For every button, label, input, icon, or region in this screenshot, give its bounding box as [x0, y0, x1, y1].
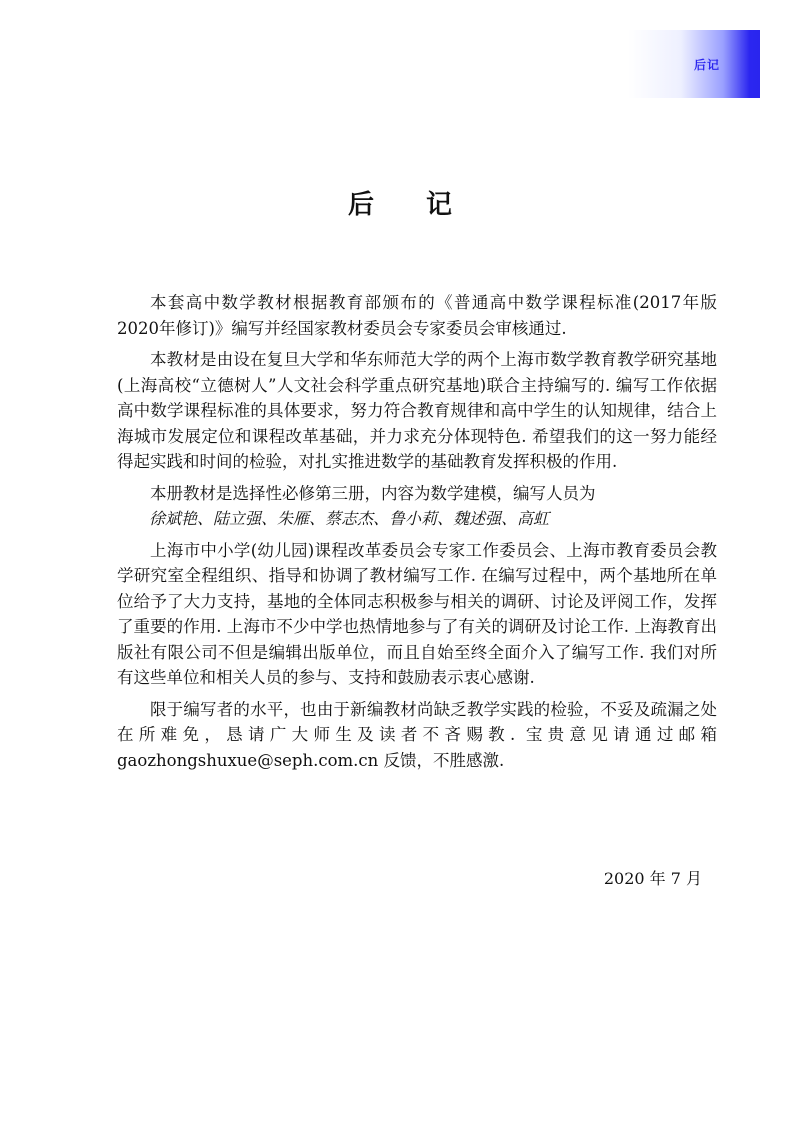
paragraph-1: 本套高中数学教材根据教育部颁布的《普通高中数学课程标准(2017年版2020年修订)》编写并经国家教材委员会专家委员会审核通过.: [117, 293, 717, 338]
author-list: 徐斌艳、陆立强、朱雁、蔡志杰、鲁小莉、魏述强、高虹: [149, 509, 550, 528]
chapter-header-tab: [628, 30, 760, 98]
chapter-header-inner: [640, 44, 746, 84]
afterword-body: [117, 290, 717, 773]
chapter-header-label: 后记: [694, 57, 721, 72]
paragraph-4: 上海市中小学(幼儿园)课程改革委员会专家工作委员会、上海市教育委员会教学研究室全程组织、指导和协调了教材编写工作. 在编写过程中，两个基地所在单位给予了大力支持，基地的全体同志积极参与相关的调研、讨论及评阅工作，发挥了重要的作用. 上海市不少中学也热情地参与了有关的调研及讨论工作. 上海教育出版社有限公司不但是编辑出版单位，而且自始至终全面介入了编写工作. 我们对所有这些单位和相关人员的参与、支持和鼓励表示衷心感谢.: [117, 540, 717, 687]
paragraph-5: 限于编写者的水平，也由于新编教材尚缺乏教学实践的检验，不妥及疏漏之处在所难免，恳请广大师生及读者不吝赐教. 宝贵意见请通过邮箱 gaozhongshuxue@seph.com.cn 反馈，不胜感激.: [117, 699, 717, 770]
page-title: 后记: [347, 190, 504, 220]
paragraph-3: 本册教材是选择性必修第三册，内容为数学建模，编写人员为: [150, 483, 596, 503]
paragraph-2: 本教材是由设在复旦大学和华东师范大学的两个上海市数学教育教学研究基地(上海高校“立德树人”人文社会科学重点研究基地)联合主持编写的. 编写工作依据高中数学课程标准的具体要求，努力符合教育规律和高中学生的认知规律，结合上海城市发展定位和课程改革基础，并力求充分体现特色. 希望我们的这一努力能经得起实践和时间的检验，对扎实推进数学的基础教育发挥积极的作用.: [117, 350, 717, 471]
date-line: 2020 年 7 月: [603, 869, 702, 888]
